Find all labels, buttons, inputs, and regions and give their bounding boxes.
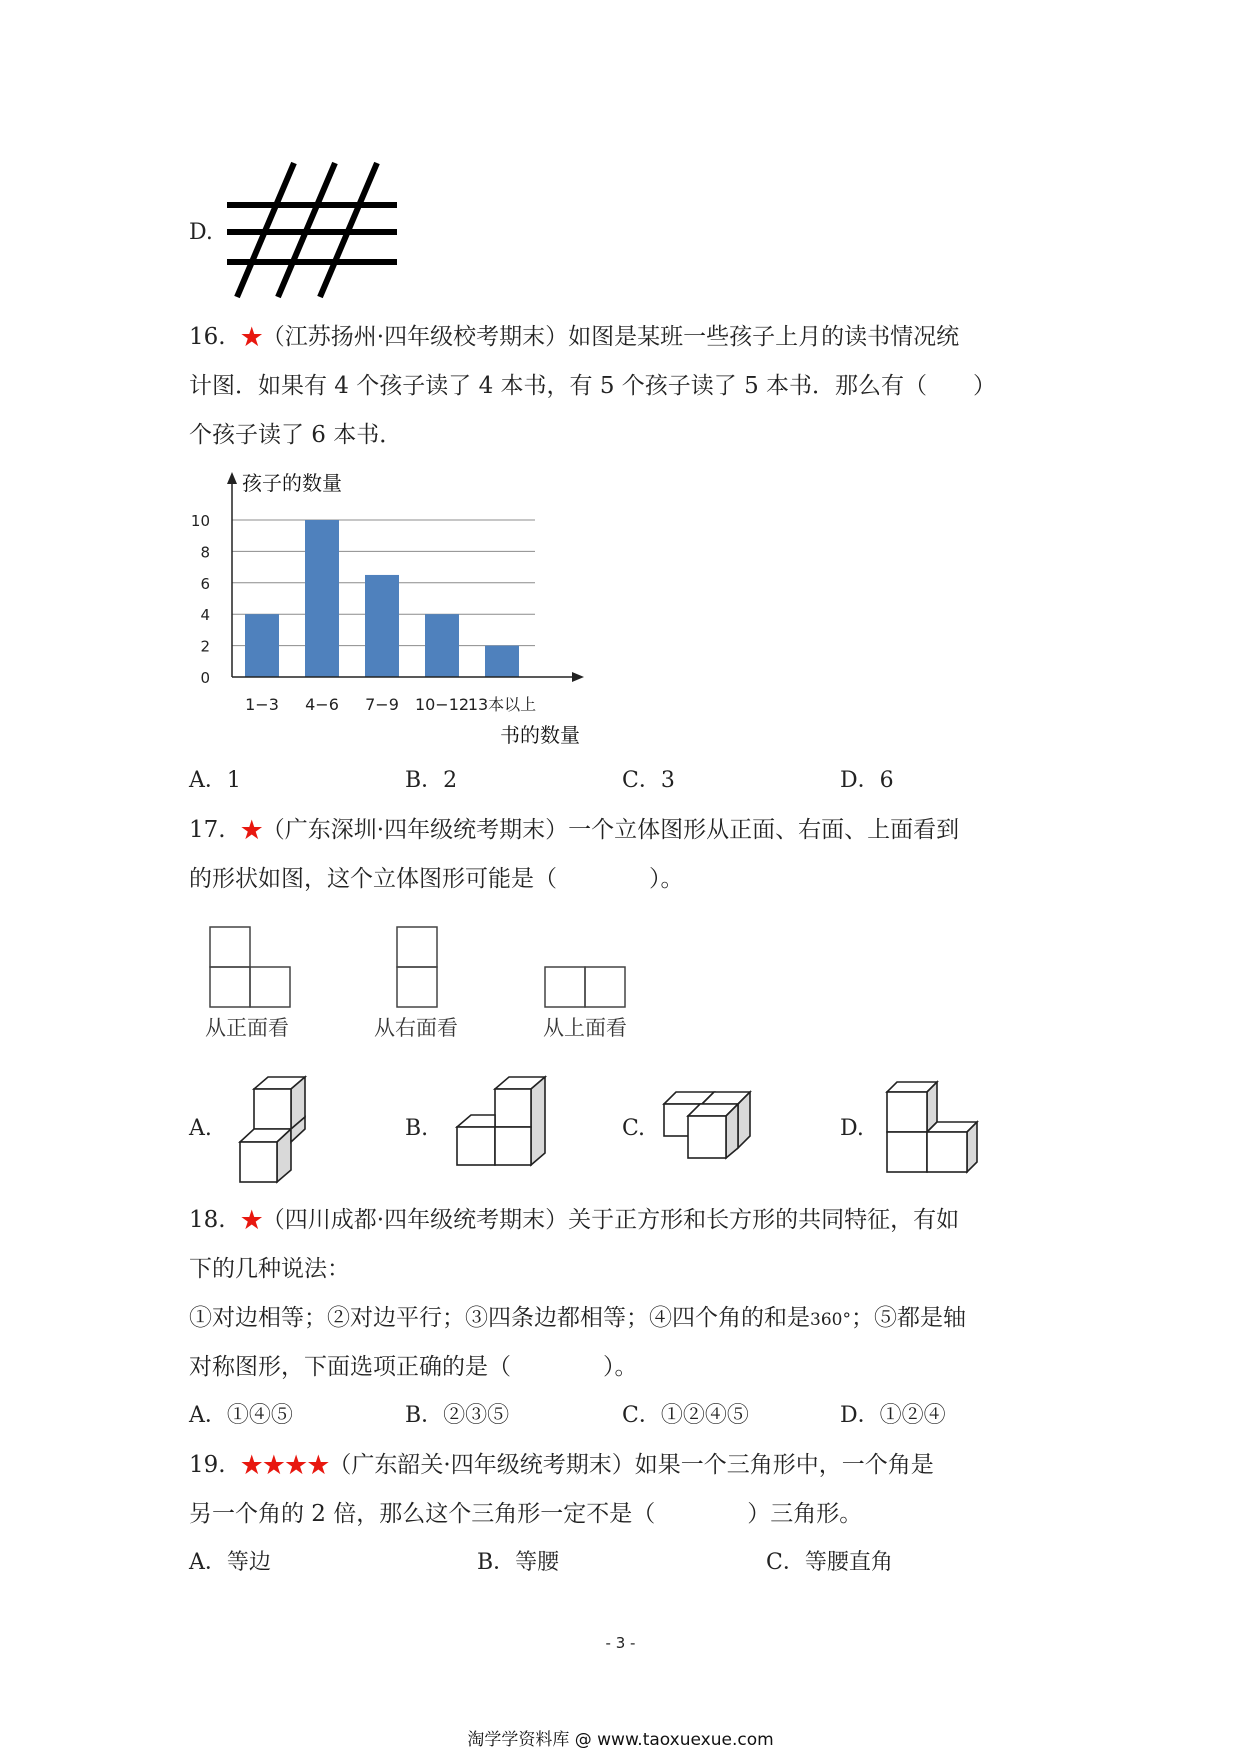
q16-text-1: （江苏扬州·四年级校考期末）如图是某班一些孩子上月的读书情况统 (261, 324, 960, 350)
right-view-caption: 从右面看 (374, 1016, 458, 1040)
difficulty-star-icon: ★ (239, 815, 262, 846)
difficulty-star-icon: ★ (239, 322, 262, 353)
q19-option-c[interactable]: C．等腰直角 (766, 1550, 893, 1575)
q17-option-d[interactable]: D. (840, 1116, 864, 1141)
y-axis-label: 孩子的数量 (242, 471, 342, 495)
q16-line-1 (189, 322, 959, 353)
q16-option-b[interactable]: B．2 (405, 768, 458, 793)
q18-text-3b: ；⑤都是轴 (850, 1305, 966, 1331)
q18-text-4: 对称图形，下面选项正确的是（ ）。 (189, 1354, 638, 1380)
q17-option-c[interactable]: C. (622, 1116, 646, 1141)
q19-number: 19. (189, 1452, 226, 1478)
y-tick-label: 4 (200, 606, 210, 625)
q16-option-d[interactable]: D．6 (840, 768, 894, 793)
difficulty-star-icon: ★ (239, 1205, 262, 1236)
front-view-caption: 从正面看 (205, 1016, 289, 1040)
q19-line-1 (189, 1450, 934, 1481)
q18-option-c[interactable]: C．①②④⑤ (622, 1403, 749, 1428)
q16-text-2: 计图．如果有 4 个孩子读了 4 本书，有 5 个孩子读了 5 本书．那么有（ ） (189, 373, 997, 399)
q17-number: 17. (189, 817, 226, 843)
y-tick-label: 8 (200, 543, 210, 562)
q16-option-c[interactable]: C．3 (622, 768, 675, 793)
bar (425, 614, 459, 677)
y-axis-arrow-icon (227, 472, 237, 484)
difficulty-star-icon: ★★★★ (239, 1450, 329, 1481)
q18-number: 18. (189, 1207, 226, 1233)
y-tick-label: 0 (200, 669, 210, 687)
page-number: - 3 - (605, 1634, 636, 1652)
q17-option-d-cubes[interactable] (885, 1080, 985, 1175)
x-axis-arrow-icon (572, 672, 584, 682)
q15-option-d-label: D. (189, 220, 213, 245)
bar (485, 646, 519, 677)
q17-text-1: （广东深圳·四年级统考期末）一个立体图形从正面、右面、上面看到 (261, 817, 960, 843)
right-view-figure (395, 925, 445, 1010)
q18-text-1: （四川成都·四年级统考期末）关于正方形和长方形的共同特征，有如 (261, 1207, 960, 1233)
q17-line-1 (189, 815, 959, 846)
q18-degree-value: 360° (810, 1310, 851, 1330)
y-tick-label: 2 (200, 637, 210, 656)
q18-line-3 (189, 1303, 966, 1335)
x-tick-label: 13本以上 (467, 695, 537, 714)
bar (305, 520, 339, 677)
q19-text-2: 另一个角的 2 倍，那么这个三角形一定不是（ ）三角形。 (189, 1501, 863, 1527)
reading-bar-chart (185, 460, 605, 760)
q19-option-b[interactable]: B．等腰 (477, 1550, 560, 1575)
bar (245, 614, 279, 677)
q15-option-d-hash-figure (222, 160, 402, 300)
q16-option-a[interactable]: A．1 (189, 768, 241, 793)
q17-option-a[interactable]: A. (189, 1116, 212, 1141)
x-tick-label: 4−6 (305, 695, 339, 714)
q18-text-3a: ①对边相等；②对边平行；③四条边都相等；④四个角的和是 (189, 1305, 810, 1331)
x-tick-label: 10−12 (414, 695, 470, 714)
bar (365, 575, 399, 677)
y-tick-label: 10 (190, 512, 210, 530)
q18-option-b[interactable]: B．②③⑤ (405, 1403, 510, 1428)
q16-text-3: 个孩子读了 6 本书． (189, 422, 403, 448)
q18-text-2: 下的几种说法： (189, 1256, 350, 1282)
q17-option-a-cubes[interactable] (238, 1075, 318, 1185)
q19-text-1: （广东韶关·四年级统考期末）如果一个三角形中，一个角是 (328, 1452, 934, 1478)
q17-option-c-cubes[interactable] (662, 1090, 762, 1160)
q19-option-a[interactable]: A．等边 (189, 1550, 271, 1575)
x-tick-label: 7−9 (365, 695, 399, 714)
footer-site-credit: 淘学学资料库 @ www.taoxuexue.com (467, 1730, 774, 1750)
front-view-figure (208, 925, 298, 1010)
top-view-figure (543, 965, 633, 1010)
q18-option-d[interactable]: D．①②④ (840, 1403, 946, 1428)
q18-option-a[interactable]: A．①④⑤ (189, 1403, 293, 1428)
y-tick-label: 6 (200, 574, 210, 593)
q17-option-b-cubes[interactable] (455, 1075, 555, 1170)
q17-option-b[interactable]: B. (405, 1116, 429, 1141)
q17-text-2: 的形状如图，这个立体图形可能是（ ）。 (189, 866, 684, 892)
q16-number: 16. (189, 324, 226, 350)
x-axis-label: 书的数量 (500, 723, 580, 747)
q18-line-1 (189, 1205, 959, 1236)
top-view-caption: 从上面看 (543, 1016, 627, 1040)
x-tick-label: 1−3 (245, 695, 279, 714)
